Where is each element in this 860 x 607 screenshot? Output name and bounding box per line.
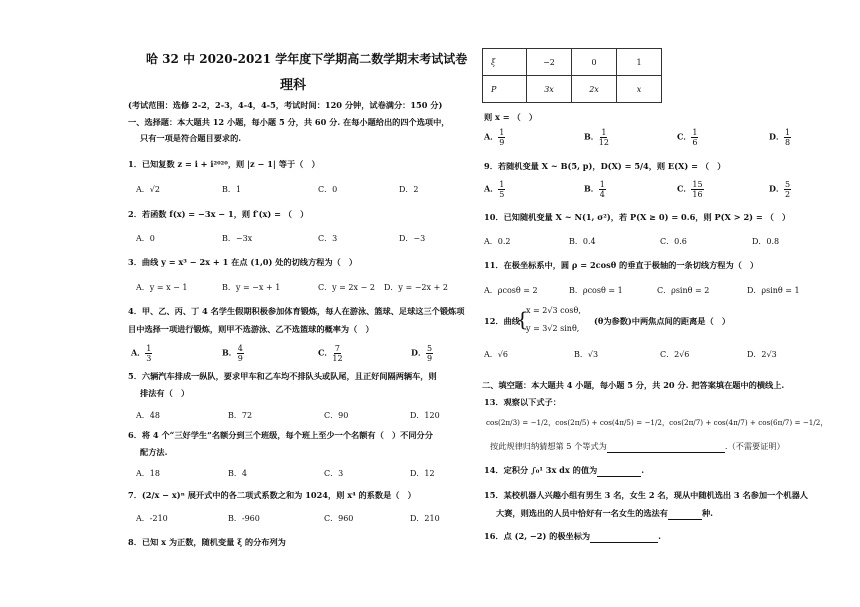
q15-text-1: 15．某校机器人兴趣小组有男生 3 名，女生 2 名，现从中随机选出 3 名参加一个机器人 bbox=[484, 490, 808, 500]
table-row bbox=[483, 76, 662, 103]
q11-text: 11．在极坐标系中，圆 ρ = 2cosθ 的垂直于极轴的一条切线方程为（ ） bbox=[484, 260, 759, 270]
q1-option-c: C．0 bbox=[318, 185, 338, 194]
q6-option-b: B．4 bbox=[228, 469, 247, 478]
section1-heading-2: 只有一项是符合题目要求的. bbox=[140, 133, 242, 143]
q1-text: 1．已知复数 z = i + i²⁰²⁰，则 |z − 1| 等于（ ） bbox=[128, 159, 320, 169]
q8-text: 8．已知 x 为正数，随机变量 ξ 的分布列为 bbox=[128, 537, 286, 547]
q1-option-a: A．√2 bbox=[136, 185, 160, 194]
q1-option-b: B．1 bbox=[222, 185, 241, 194]
q10-text: 10．已知随机变量 X ~ N(1, σ²)，若 P(X ≥ 0) = 0.6，则 P(X > 2) = （ ） bbox=[484, 212, 791, 222]
q9-option-a: A． $\frac{1}{5}$ bbox=[484, 180, 505, 199]
exam-scope: (考试范围：选修 2-2，2-3，4-4，4-5，考试时间：120 分钟，试卷满分：150 分) bbox=[128, 100, 443, 110]
q4-text-1: 4．甲、乙、丙、丁 4 名学生假期积极参加体育锻炼，每人在游泳、篮球、足球这三个锻炼项 bbox=[128, 306, 465, 316]
q7-option-d: D．210 bbox=[410, 514, 440, 523]
q13-answer-blank[interactable] bbox=[607, 441, 725, 453]
table-row bbox=[483, 49, 662, 76]
q2-option-b: B．−3x bbox=[222, 234, 253, 243]
q7-text: 7．(2/x − x)ⁿ 展开式中的各二项式系数之和为 1024，则 x⁴ 的系数是（ ） bbox=[128, 490, 416, 500]
q6-option-c: C．3 bbox=[324, 469, 344, 478]
q11-option-b: B．ρcosθ = 1 bbox=[569, 286, 623, 295]
q13-tail-b: .（不需要证明） bbox=[724, 441, 785, 451]
distribution-table bbox=[482, 48, 662, 103]
q14-answer-blank[interactable] bbox=[597, 465, 641, 477]
q13-tail-a: 按此规律归纳猜想第 5 个等式为 bbox=[490, 441, 607, 451]
q15-answer-blank[interactable] bbox=[668, 508, 702, 520]
section1-heading-1: 一、选择题：本大题共 12 小题，每小题 5 分，共 60 分. 在每小题给出的四个选项中， bbox=[128, 117, 450, 127]
q16-text-b: . bbox=[658, 531, 661, 541]
q12-option-c: C．2√6 bbox=[660, 350, 690, 359]
q12-eq2: y = 3√2 sinθ, bbox=[526, 324, 580, 333]
q3-option-b: B．y = −x + 1 bbox=[222, 283, 281, 292]
q8-tail-text: 则 x = （ ） bbox=[484, 112, 538, 122]
q16-text bbox=[484, 531, 661, 543]
table-cell: 3x bbox=[527, 76, 572, 103]
q2-option-c: C．3 bbox=[318, 234, 338, 243]
q9-option-d: D． $\frac{5}{2}$ bbox=[769, 180, 791, 199]
q7-option-a: A．-210 bbox=[136, 514, 168, 523]
q3-option-c: C．y = 2x − 2 bbox=[318, 283, 375, 292]
q5-option-a: A．48 bbox=[136, 411, 160, 420]
q10-option-d: D．0.8 bbox=[752, 237, 780, 246]
q7-option-b: B．-960 bbox=[228, 514, 260, 523]
q3-option-a: A．y = x − 1 bbox=[136, 283, 188, 292]
q2-option-a: A．0 bbox=[136, 234, 155, 243]
q4-option-d: D． $\frac{5}{9}$ bbox=[411, 344, 433, 363]
q10-option-a: A．0.2 bbox=[484, 237, 511, 246]
q9-text: 9．若随机变量 X ~ B(5, p)，D(X) = 5/4，则 E(X) = （ ） bbox=[484, 161, 726, 171]
q8-option-b: B． $\frac{1}{12}$ bbox=[584, 128, 609, 147]
section2-heading: 二、填空题：本大题共 4 小题，每小题 5 分，共 20 分. 把答案填在题中的横线上. bbox=[482, 380, 785, 390]
q12-option-a: A．√6 bbox=[484, 350, 508, 359]
q3-option-d: D．y = −2x + 2 bbox=[384, 283, 448, 292]
q8-option-d: D． $\frac{1}{8}$ bbox=[769, 128, 791, 147]
q14-text bbox=[484, 465, 644, 477]
q5-text-1: 5．六辆汽车排成一纵队，要求甲车和乙车均不排队头或队尾，且正好间隔两辆车，则 bbox=[128, 371, 437, 381]
q15-text-2 bbox=[496, 508, 713, 520]
q14-text-a: 14．定积分 ∫₀¹ 3x dx 的值为 bbox=[484, 465, 598, 475]
table-cell: x bbox=[617, 76, 662, 103]
q12-eq1: x = 2√3 cosθ, bbox=[526, 306, 581, 315]
q2-option-d: D．−3 bbox=[399, 234, 426, 243]
exam-subtitle: 理科 bbox=[280, 78, 307, 93]
q11-option-c: C．ρsinθ = 2 bbox=[657, 286, 710, 295]
table-cell: −2 bbox=[527, 49, 572, 76]
q12-option-b: B．√3 bbox=[574, 350, 599, 359]
table-cell: ξ bbox=[483, 49, 527, 76]
exam-title: 哈 32 中 2020-2021 学年度下学期高二数学期末考试试卷 bbox=[146, 52, 468, 66]
q15-text-2a: 大赛，则选出的人员中恰好有一名女生的选法有 bbox=[496, 508, 668, 518]
q13-tail bbox=[490, 441, 785, 453]
q4-option-c: C． $\frac{7}{12}$ bbox=[318, 344, 343, 363]
q6-option-a: A．18 bbox=[136, 469, 160, 478]
table-cell: 0 bbox=[572, 49, 617, 76]
q6-text-2: 配方法. bbox=[140, 447, 168, 457]
q6-option-d: D．12 bbox=[410, 469, 435, 478]
table-cell: 1 bbox=[617, 49, 662, 76]
q3-text: 3．曲线 y = x³ − 2x + 1 在点 (1,0) 处的切线方程为（ ） bbox=[128, 257, 358, 267]
q11-option-a: A．ρcosθ = 2 bbox=[484, 286, 538, 295]
q9-option-c: C． $\frac{15}{16}$ bbox=[677, 180, 703, 199]
q4-option-b: B． $\frac{4}{9}$ bbox=[222, 344, 243, 363]
q12-option-d: D．2√3 bbox=[747, 350, 777, 359]
q4-text-2: 目中选择一项进行锻炼，则甲不选游泳、乙不选篮球的概率为（ ） bbox=[128, 324, 374, 334]
q13-text: 13．观察以下式子： bbox=[484, 397, 561, 407]
q16-text-a: 16．点 (2, −2) 的极坐标为 bbox=[484, 531, 591, 541]
q1-option-d: D．2 bbox=[399, 185, 419, 194]
q14-text-b: . bbox=[641, 465, 645, 475]
q5-option-c: C．90 bbox=[324, 411, 349, 420]
q5-option-b: B．72 bbox=[228, 411, 253, 420]
q8-option-a: A． $\frac{1}{9}$ bbox=[484, 128, 505, 147]
q2-text: 2．若函数 f(x) = −3x − 1，则 f′(x) = （ ） bbox=[128, 209, 309, 219]
q10-option-b: B．0.4 bbox=[569, 237, 596, 246]
q4-option-a: A． $\frac{1}{3}$ bbox=[131, 344, 152, 363]
q16-answer-blank[interactable] bbox=[590, 531, 658, 543]
q5-text-2: 排法有（ ） bbox=[140, 388, 190, 398]
q8-option-c: C． $\frac{1}{6}$ bbox=[677, 128, 698, 147]
q11-option-d: D．ρsinθ = 1 bbox=[747, 286, 800, 295]
table-cell: P bbox=[483, 76, 527, 103]
table-cell: 2x bbox=[572, 76, 617, 103]
q7-option-c: C．960 bbox=[324, 514, 354, 523]
q15-text-2b: 种. bbox=[701, 508, 713, 518]
q12-suffix: (θ为参数)中两焦点间的距离是（ ） bbox=[594, 316, 731, 326]
q12-brace: { bbox=[516, 307, 529, 331]
q12-prefix: 12．曲线 bbox=[484, 316, 520, 326]
q6-text-1: 6．将 4 个“三好学生”名额分到三个班级，每个班上至少一个名额有（ ）不同分分 bbox=[128, 430, 433, 440]
q9-option-b: B． $\frac{1}{4}$ bbox=[584, 180, 605, 199]
q13-formula: cos(2π/3) = −1/2，cos(2π/5) + cos(4π/5) = −1/2，cos(2π/7) + cos(4π/7) + cos(6π/7) = −1/2， bbox=[486, 418, 828, 427]
q5-option-d: D．120 bbox=[410, 411, 440, 420]
q10-option-c: C．0.6 bbox=[660, 237, 687, 246]
